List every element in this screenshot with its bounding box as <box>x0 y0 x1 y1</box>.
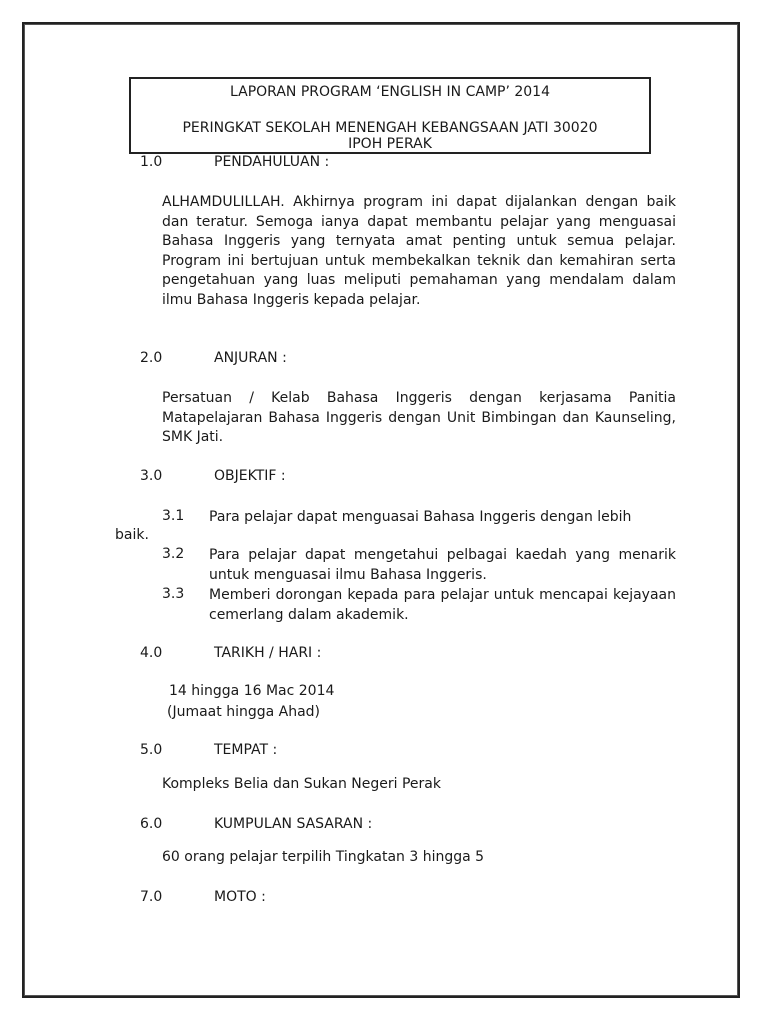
section-title: MOTO : <box>214 889 266 905</box>
objective-number: 3.1 <box>162 508 185 524</box>
section-title: TARIKH / HARI : <box>214 645 322 661</box>
section-number: 1.0 <box>140 154 163 170</box>
objective-number: 3.2 <box>162 546 185 562</box>
section-number: 4.0 <box>140 645 163 661</box>
report-title: LAPORAN PROGRAM ‘ENGLISH IN CAMP’ 2014 <box>230 84 550 100</box>
event-days: (Jumaat hingga Ahad) <box>167 704 321 720</box>
event-venue: Kompleks Belia dan Sukan Negeri Perak <box>162 776 441 792</box>
section-body: ALHAMDULILLAH. Akhirnya program ini dapat dijalankan dengan baik dan teratur. Semoga ianya dapat membantu pelajar yang menguasai Bahasa Inggeris yang ternyata amat penting untuk semua pelajar. Program ini bertujuan untuk membekalkan teknik dan kemahiran serta pengetahuan yang luas meliputi pemahaman yang mendalam dalam ilmu Bahasa Inggeris kepada pelajar. <box>162 194 676 308</box>
section-title: PENDAHULUAN : <box>214 154 330 170</box>
target-group: 60 orang pelajar terpilih Tingkatan 3 hingga 5 <box>162 849 485 865</box>
section-number: 5.0 <box>140 742 163 758</box>
section-number: 2.0 <box>140 350 163 366</box>
school-location: IPOH PERAK <box>348 136 432 152</box>
section-title: TEMPAT : <box>214 742 278 758</box>
objective-text-wrap: baik. <box>115 527 149 543</box>
report-title-box <box>129 77 651 154</box>
section-number: 7.0 <box>140 889 163 905</box>
objective-text: Memberi dorongan kepada para pelajar untuk mencapai kejayaan cemerlang dalam akademik. <box>209 587 676 623</box>
section-title: OBJEKTIF : <box>214 468 286 484</box>
school-name: PERINGKAT SEKOLAH MENENGAH KEBANGSAAN JATI 30020 <box>182 120 598 136</box>
event-date: 14 hingga 16 Mac 2014 <box>169 683 335 699</box>
objective-number: 3.3 <box>162 586 185 602</box>
section-number: 6.0 <box>140 816 163 832</box>
section-title: ANJURAN : <box>214 350 287 366</box>
section-body: Persatuan / Kelab Bahasa Inggeris dengan kerjasama Panitia Matapelajaran Bahasa Inggeris dengan Unit Bimbingan dan Kaunseling, SMK Jati. <box>162 390 676 445</box>
objective-text: Para pelajar dapat mengetahui pelbagai kaedah yang menarik untuk menguasai ilmu Bahasa Inggeris. <box>209 547 676 583</box>
objective-text: Para pelajar dapat menguasai Bahasa Inggeris dengan lebih <box>209 509 632 525</box>
section-number: 3.0 <box>140 468 163 484</box>
section-title: KUMPULAN SASARAN : <box>214 816 373 832</box>
